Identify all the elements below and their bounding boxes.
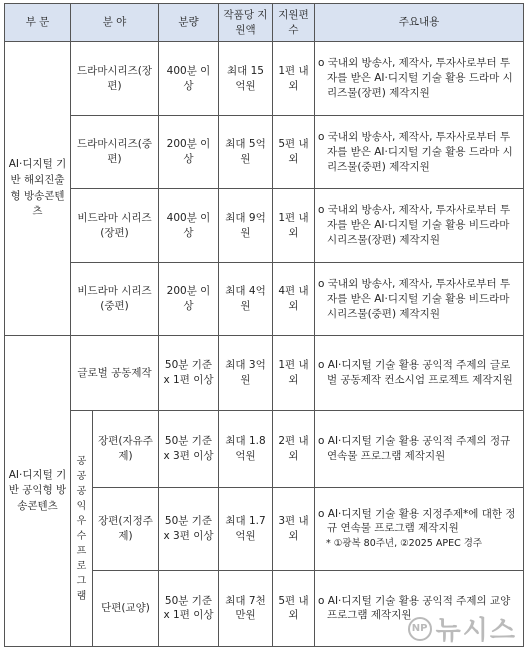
- funding-cell: 최대 9억원: [219, 189, 273, 263]
- funding-cell: 최대 1.7억원: [219, 487, 273, 570]
- funding-cell: 최대 5억원: [219, 116, 273, 189]
- length-cell: 50분 기준 x 3편 이상: [159, 411, 219, 487]
- bullet-mark: o: [318, 435, 325, 448]
- table-row: [5, 336, 524, 411]
- description-cell: [315, 189, 524, 263]
- description-text: 국내외 방송사, 제작사, 투자사로부터 투자를 받은 AI·디지털 기술 활용 비드라마 시리즈물(중편) 제작지원: [327, 277, 511, 320]
- description-text: AI·디지털 기술 활용 공익적 주제의 정규 연속물 프로그램 제작지원: [327, 435, 511, 463]
- description-text: 국내외 방송사, 제작사, 투자사로부터 투자를 받은 AI·디지털 기술 활용 드라마 시리즈물(장편) 제작지원: [327, 57, 513, 99]
- category-overseas: AI·디지털 기반 해외진출형 방송콘텐츠: [5, 42, 71, 336]
- field-cell: 글로벌 공동제작: [71, 336, 159, 411]
- field-cell: 드라마시리즈(중편): [71, 116, 159, 189]
- table-row: [5, 411, 524, 487]
- funding-cell: 최대 3억원: [219, 336, 273, 411]
- length-cell: 200분 이상: [159, 116, 219, 189]
- length-cell: 50분 기준 x 1편 이상: [159, 570, 219, 646]
- field-cell: 장편(지정주제): [93, 487, 159, 570]
- length-cell: 400분 이상: [159, 189, 219, 263]
- length-cell: 50분 기준 x 1편 이상: [159, 336, 219, 411]
- length-cell: 200분 이상: [159, 263, 219, 336]
- description-text: AI·디지털 기술 활용 지정주제*에 대한 정규 연속물 프로그램 제작지원: [327, 507, 516, 535]
- header-category: 부 문: [5, 4, 71, 42]
- description-cell: [315, 570, 524, 646]
- description-cell: [315, 116, 524, 189]
- field-cell: 단편(교양): [93, 570, 159, 646]
- description-cell: [315, 336, 524, 411]
- description-text: AI·디지털 기술 활용 공익적 주제의 글로벌 공동제작 컨소시엄 프로젝트 제작지원: [327, 359, 513, 387]
- header-funding: 작품당 지원액: [219, 4, 273, 42]
- count-cell: 2편 내외: [273, 411, 315, 487]
- bullet-mark: o: [318, 594, 325, 607]
- header-field: 분 야: [71, 4, 159, 42]
- description-cell: [315, 411, 524, 487]
- description-cell: [315, 42, 524, 116]
- bullet-mark: o: [318, 130, 325, 143]
- description-text: 국내외 방송사, 제작사, 투자사로부터 투자를 받은 AI·디지털 기술 활용 비드라마 시리즈물(장편) 제작지원: [327, 204, 511, 247]
- field-cell: 비드라마 시리즈(장편): [71, 189, 159, 263]
- bullet-mark: o: [318, 359, 325, 372]
- count-cell: 5편 내외: [273, 116, 315, 189]
- header-count: 지원편수: [273, 4, 315, 42]
- description-text: AI·디지털 기술 활용 공익적 주제의 교양 프로그램 제작지원: [327, 594, 511, 622]
- bullet-mark: o: [318, 57, 325, 70]
- watermark-text: 뉴시스: [435, 616, 517, 646]
- category-public: AI·디지털 기반 공익형 방송콘텐츠: [5, 336, 71, 647]
- table-row: [5, 116, 524, 189]
- description-cell: [315, 263, 524, 336]
- description-cell: [315, 487, 524, 570]
- field-cell: 장편(자유주제): [93, 411, 159, 487]
- header-row: [5, 4, 524, 42]
- field-cell: 드라마시리즈(장편): [71, 42, 159, 116]
- sub-category-public-program: 공공공익우수프로그램: [71, 411, 93, 647]
- count-cell: 5편 내외: [273, 570, 315, 646]
- length-cell: 50분 기준 x 3편 이상: [159, 487, 219, 570]
- funding-cell: 최대 7천만원: [219, 570, 273, 646]
- count-cell: 1편 내외: [273, 42, 315, 116]
- count-cell: 4편 내외: [273, 263, 315, 336]
- funding-cell: 최대 1.8억원: [219, 411, 273, 487]
- count-cell: 1편 내외: [273, 189, 315, 263]
- field-cell: 비드라마 시리즈(중편): [71, 263, 159, 336]
- support-table: [4, 3, 524, 647]
- count-cell: 1편 내외: [273, 336, 315, 411]
- bullet-mark: o: [318, 204, 325, 217]
- table-row: [5, 189, 524, 263]
- bullet-mark: o: [318, 277, 325, 290]
- bullet-mark: o: [318, 507, 325, 520]
- count-cell: 3편 내외: [273, 487, 315, 570]
- funding-cell: 최대 15억원: [219, 42, 273, 116]
- watermark-logo-icon: NP: [408, 617, 432, 641]
- header-description: 주요내용: [315, 4, 524, 42]
- funding-cell: 최대 4억원: [219, 263, 273, 336]
- footnote: * ①광복 80주년, ②2025 APEC 경주: [326, 538, 483, 550]
- description-text: 국내외 방송사, 제작사, 투자사로부터 투자를 받은 AI·디지털 기술 활용 드라마 시리즈물(중편) 제작지원: [327, 130, 513, 173]
- table-row: [5, 42, 524, 116]
- table-row: [5, 263, 524, 336]
- length-cell: 400분 이상: [159, 42, 219, 116]
- header-length: 분량: [159, 4, 219, 42]
